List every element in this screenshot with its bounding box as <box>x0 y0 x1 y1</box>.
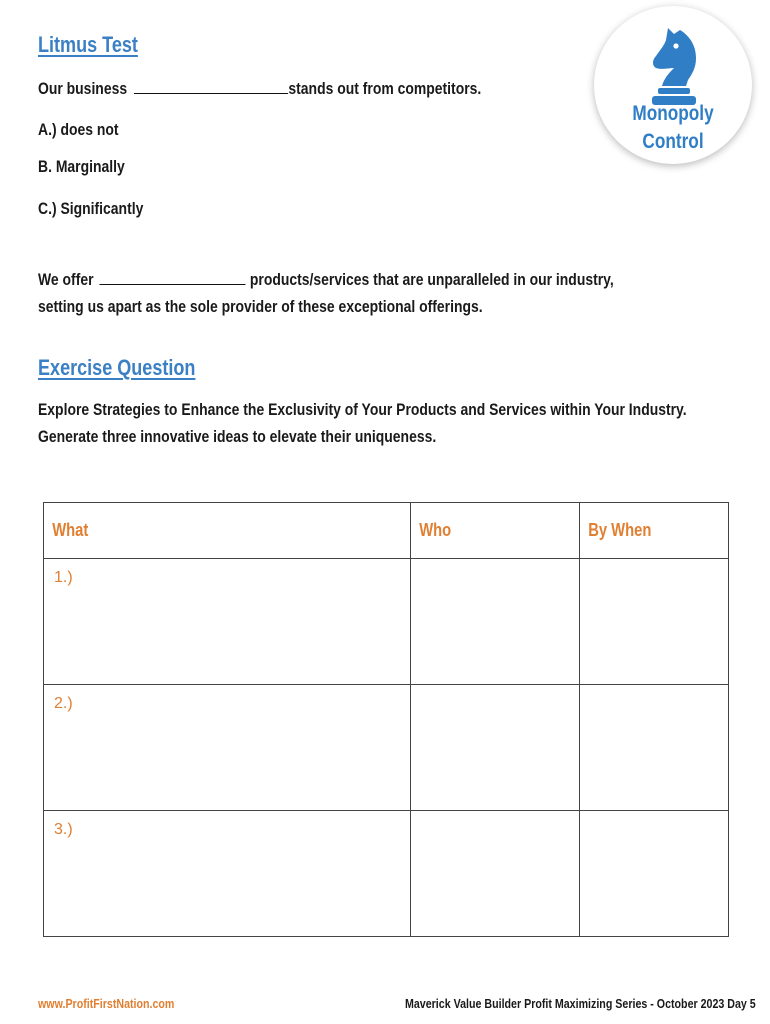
q2-blank[interactable] <box>100 270 246 285</box>
by-when-cell-2[interactable] <box>580 685 729 811</box>
by-when-cell-1[interactable] <box>580 559 729 685</box>
table-row <box>44 811 729 937</box>
by-when-cell-3[interactable] <box>580 811 729 937</box>
what-cell-1[interactable] <box>44 559 411 685</box>
q2-line-2: setting us apart as the sole provider of these exceptional offerings. <box>38 297 483 316</box>
footer-series-text: Maverick Value Builder Profit Maximizing Series - October 2023 Day 5 <box>405 996 756 1011</box>
what-cell-3[interactable] <box>44 811 411 937</box>
exercise-question-heading: Exercise Question <box>38 355 196 380</box>
exercise-line-2: Generate three innovative ideas to elevate their uniqueness. <box>38 427 437 446</box>
chess-knight-icon <box>644 24 704 108</box>
who-cell-2[interactable] <box>411 685 580 811</box>
option-a[interactable]: A.) does not <box>38 120 119 139</box>
monopoly-control-badge <box>594 6 752 164</box>
table-row <box>44 685 729 811</box>
row-number: 3.) <box>54 821 73 838</box>
option-b[interactable]: B. Marginally <box>38 157 125 176</box>
q2-after-text: products/services that are unparalleled in our industry, <box>249 270 614 289</box>
row-number: 1.) <box>54 569 73 586</box>
q2-before-text: We offer <box>38 270 94 289</box>
header-by-when: By When <box>580 503 729 559</box>
q1-after-text: stands out from competitors. <box>288 79 482 98</box>
litmus-question-1 <box>38 79 481 99</box>
header-what: What <box>44 503 411 559</box>
table-row <box>44 559 729 685</box>
who-cell-1[interactable] <box>411 559 580 685</box>
action-table <box>43 502 729 937</box>
badge-line-2: Control <box>642 130 704 153</box>
litmus-question-2 <box>38 270 614 290</box>
what-cell-2[interactable] <box>44 685 411 811</box>
badge-line-1: Monopoly <box>632 102 714 125</box>
who-cell-3[interactable] <box>411 811 580 937</box>
litmus-test-heading: Litmus Test <box>38 32 138 57</box>
q1-blank[interactable] <box>134 79 288 94</box>
table-header-row <box>44 503 729 559</box>
exercise-line-1: Explore Strategies to Enhance the Exclusivity of Your Products and Services within Your Industry. <box>38 400 687 419</box>
header-who: Who <box>411 503 580 559</box>
row-number: 2.) <box>54 695 73 712</box>
footer-website-link[interactable]: www.ProfitFirstNation.com <box>38 996 175 1011</box>
option-c[interactable]: C.) Significantly <box>38 199 144 218</box>
q1-before-text: Our business <box>38 79 128 98</box>
